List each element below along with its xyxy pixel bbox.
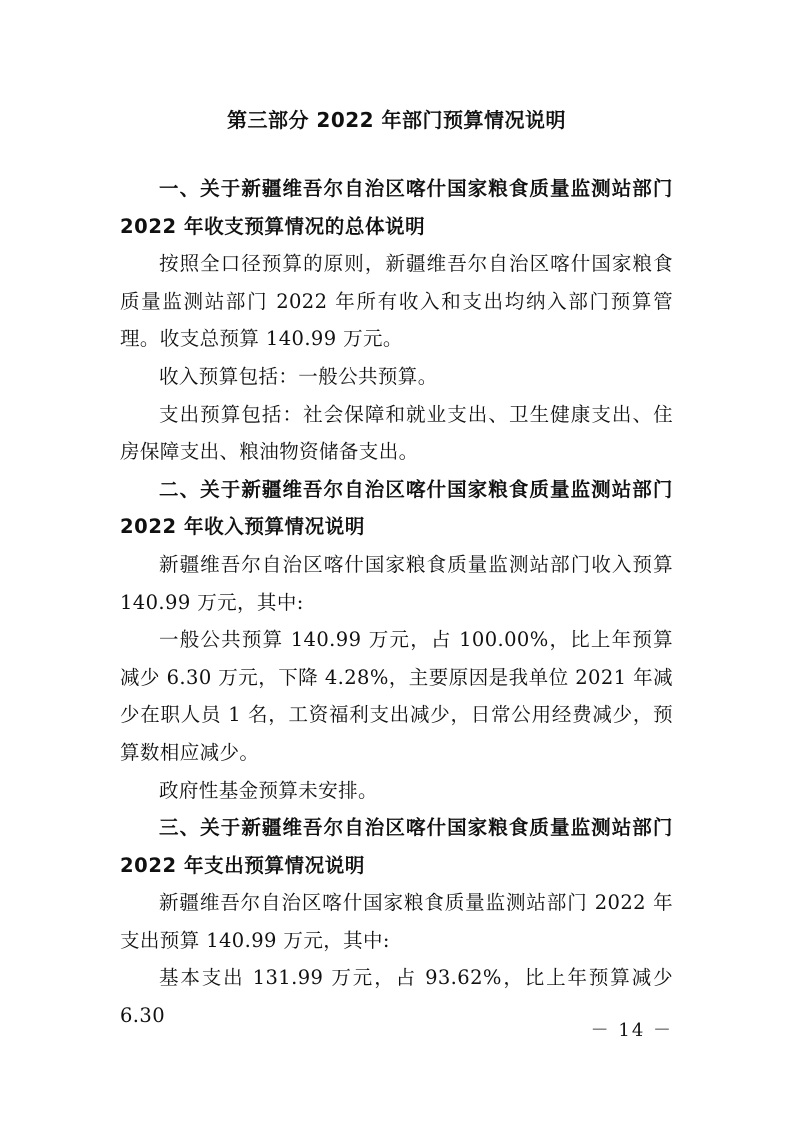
paragraph: 一般公共预算 140.99 万元，占 100.00%，比上年预算减少 6.30 万元，下降 4.28%，主要原因是我单位 2021 年减少在职人员 1 名，工资福利支出减少，日常公用经费减少，预算数相应减少。 [120, 628, 673, 764]
paragraph: 政府性基金预算未安排。 [159, 778, 378, 802]
document-body [120, 170, 673, 1035]
section-heading-3: 三、关于新疆维吾尔自治区喀什国家粮食质量监测站部门 2022 年支出预算情况说明 [120, 816, 673, 877]
section-heading-2: 二、关于新疆维吾尔自治区喀什国家粮食质量监测站部门 2022 年收入预算情况说明 [120, 477, 673, 539]
paragraph: 新疆维吾尔自治区喀什国家粮食质量监测站部门收入预算 140.99 万元，其中: [120, 552, 673, 614]
paragraph: 收入预算包括：一般公共预算。 [159, 364, 438, 388]
paragraph: 基本支出 131.99 万元，占 93.62%，比上年预算减少 6.30 [120, 966, 673, 1028]
page-number: － 14 － [590, 1020, 673, 1041]
page-title: 第三部分 2022 年部门预算情况说明 [226, 108, 567, 132]
paragraph: 支出预算包括：社会保障和就业支出、卫生健康支出、住房保障支出、粮油物资储备支出。 [120, 402, 673, 464]
section-heading-1: 一、关于新疆维吾尔自治区喀什国家粮食质量监测站部门 2022 年收支预算情况的总体说明 [120, 177, 673, 238]
paragraph: 按照全口径预算的原则，新疆维吾尔自治区喀什国家粮食质量监测站部门 2022 年所有收入和支出均纳入部门预算管理。收支总预算 140.99 万元。 [120, 252, 673, 351]
paragraph: 新疆维吾尔自治区喀什国家粮食质量监测站部门 2022 年支出预算 140.99 万元，其中: [120, 891, 673, 952]
